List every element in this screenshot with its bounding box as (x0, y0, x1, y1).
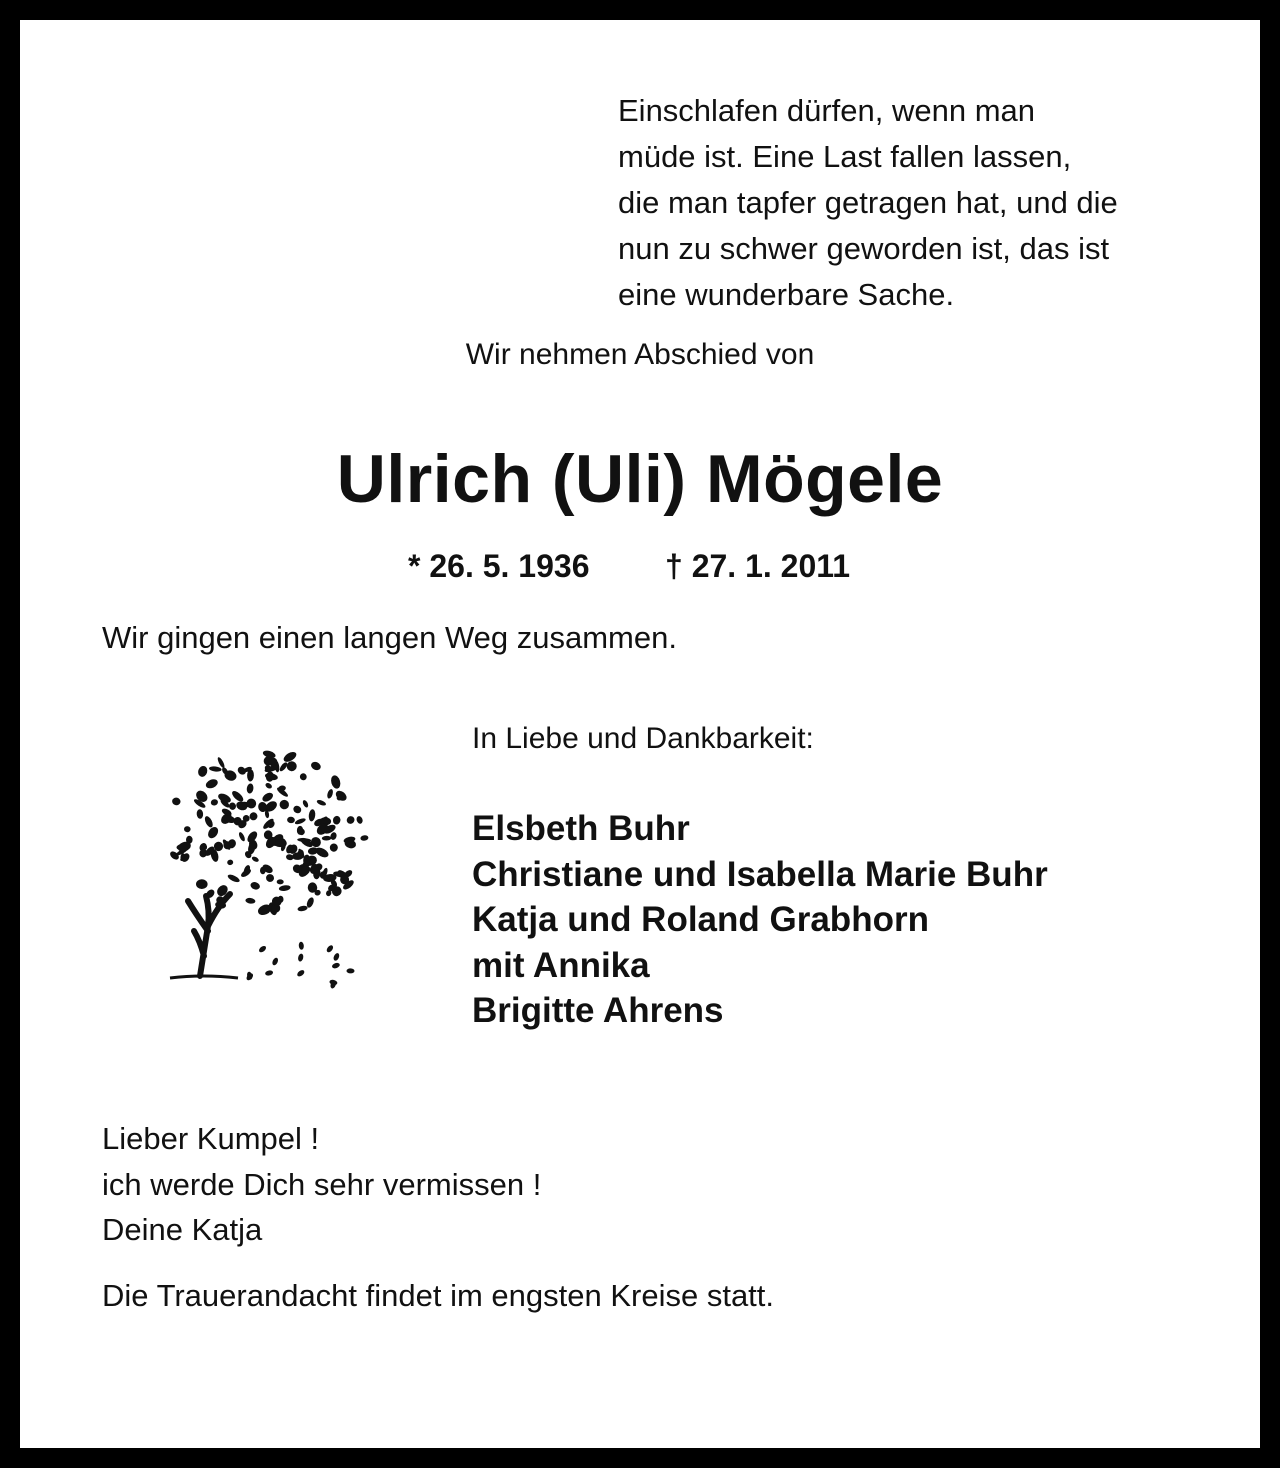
mourner-name: Christiane und Isabella Marie Buhr (472, 854, 1048, 894)
walk-together-line: Wir gingen einen langen Weg zusammen. (102, 620, 677, 655)
mourner-name: Brigitte Ahrens (472, 991, 724, 1030)
poem-block (618, 88, 1118, 318)
poem-line: müde ist. Eine Last fallen lassen, (618, 139, 1072, 174)
obituary-card (20, 20, 1260, 1448)
deceased-name: Ulrich (Uli) Mögele (336, 441, 944, 517)
message-line: Lieber Kumpel ! (102, 1121, 320, 1156)
message-line: ich werde Dich sehr vermissen ! (102, 1166, 542, 1202)
mourners-list (472, 806, 1048, 1034)
poem-line: nun zu schwer geworden ist, das ist (618, 231, 1110, 266)
poem-line: eine wunderbare Sache. (618, 277, 955, 312)
death-date: † 27. 1. 2011 (665, 548, 851, 584)
message-line: Deine Katja (102, 1212, 263, 1247)
birth-date: * 26. 5. 1936 (408, 548, 590, 584)
poem-line: die man tapfer getragen hat, und die (618, 185, 1118, 220)
personal-message (102, 1116, 541, 1253)
poem-line: Einschlafen dürfen, wenn man (618, 93, 1036, 128)
mourner-name: mit Annika (472, 945, 650, 985)
windblown-tree-icon (148, 726, 388, 996)
service-notice: Die Trauerandacht findet im engsten Kreise statt. (102, 1278, 775, 1313)
farewell-intro: Wir nehmen Abschied von (465, 338, 815, 371)
mourner-name: Elsbeth Buhr (472, 809, 690, 848)
gratitude-line: In Liebe und Dankbarkeit: (472, 722, 814, 755)
mourner-name: Katja und Roland Grabhorn (472, 900, 929, 939)
